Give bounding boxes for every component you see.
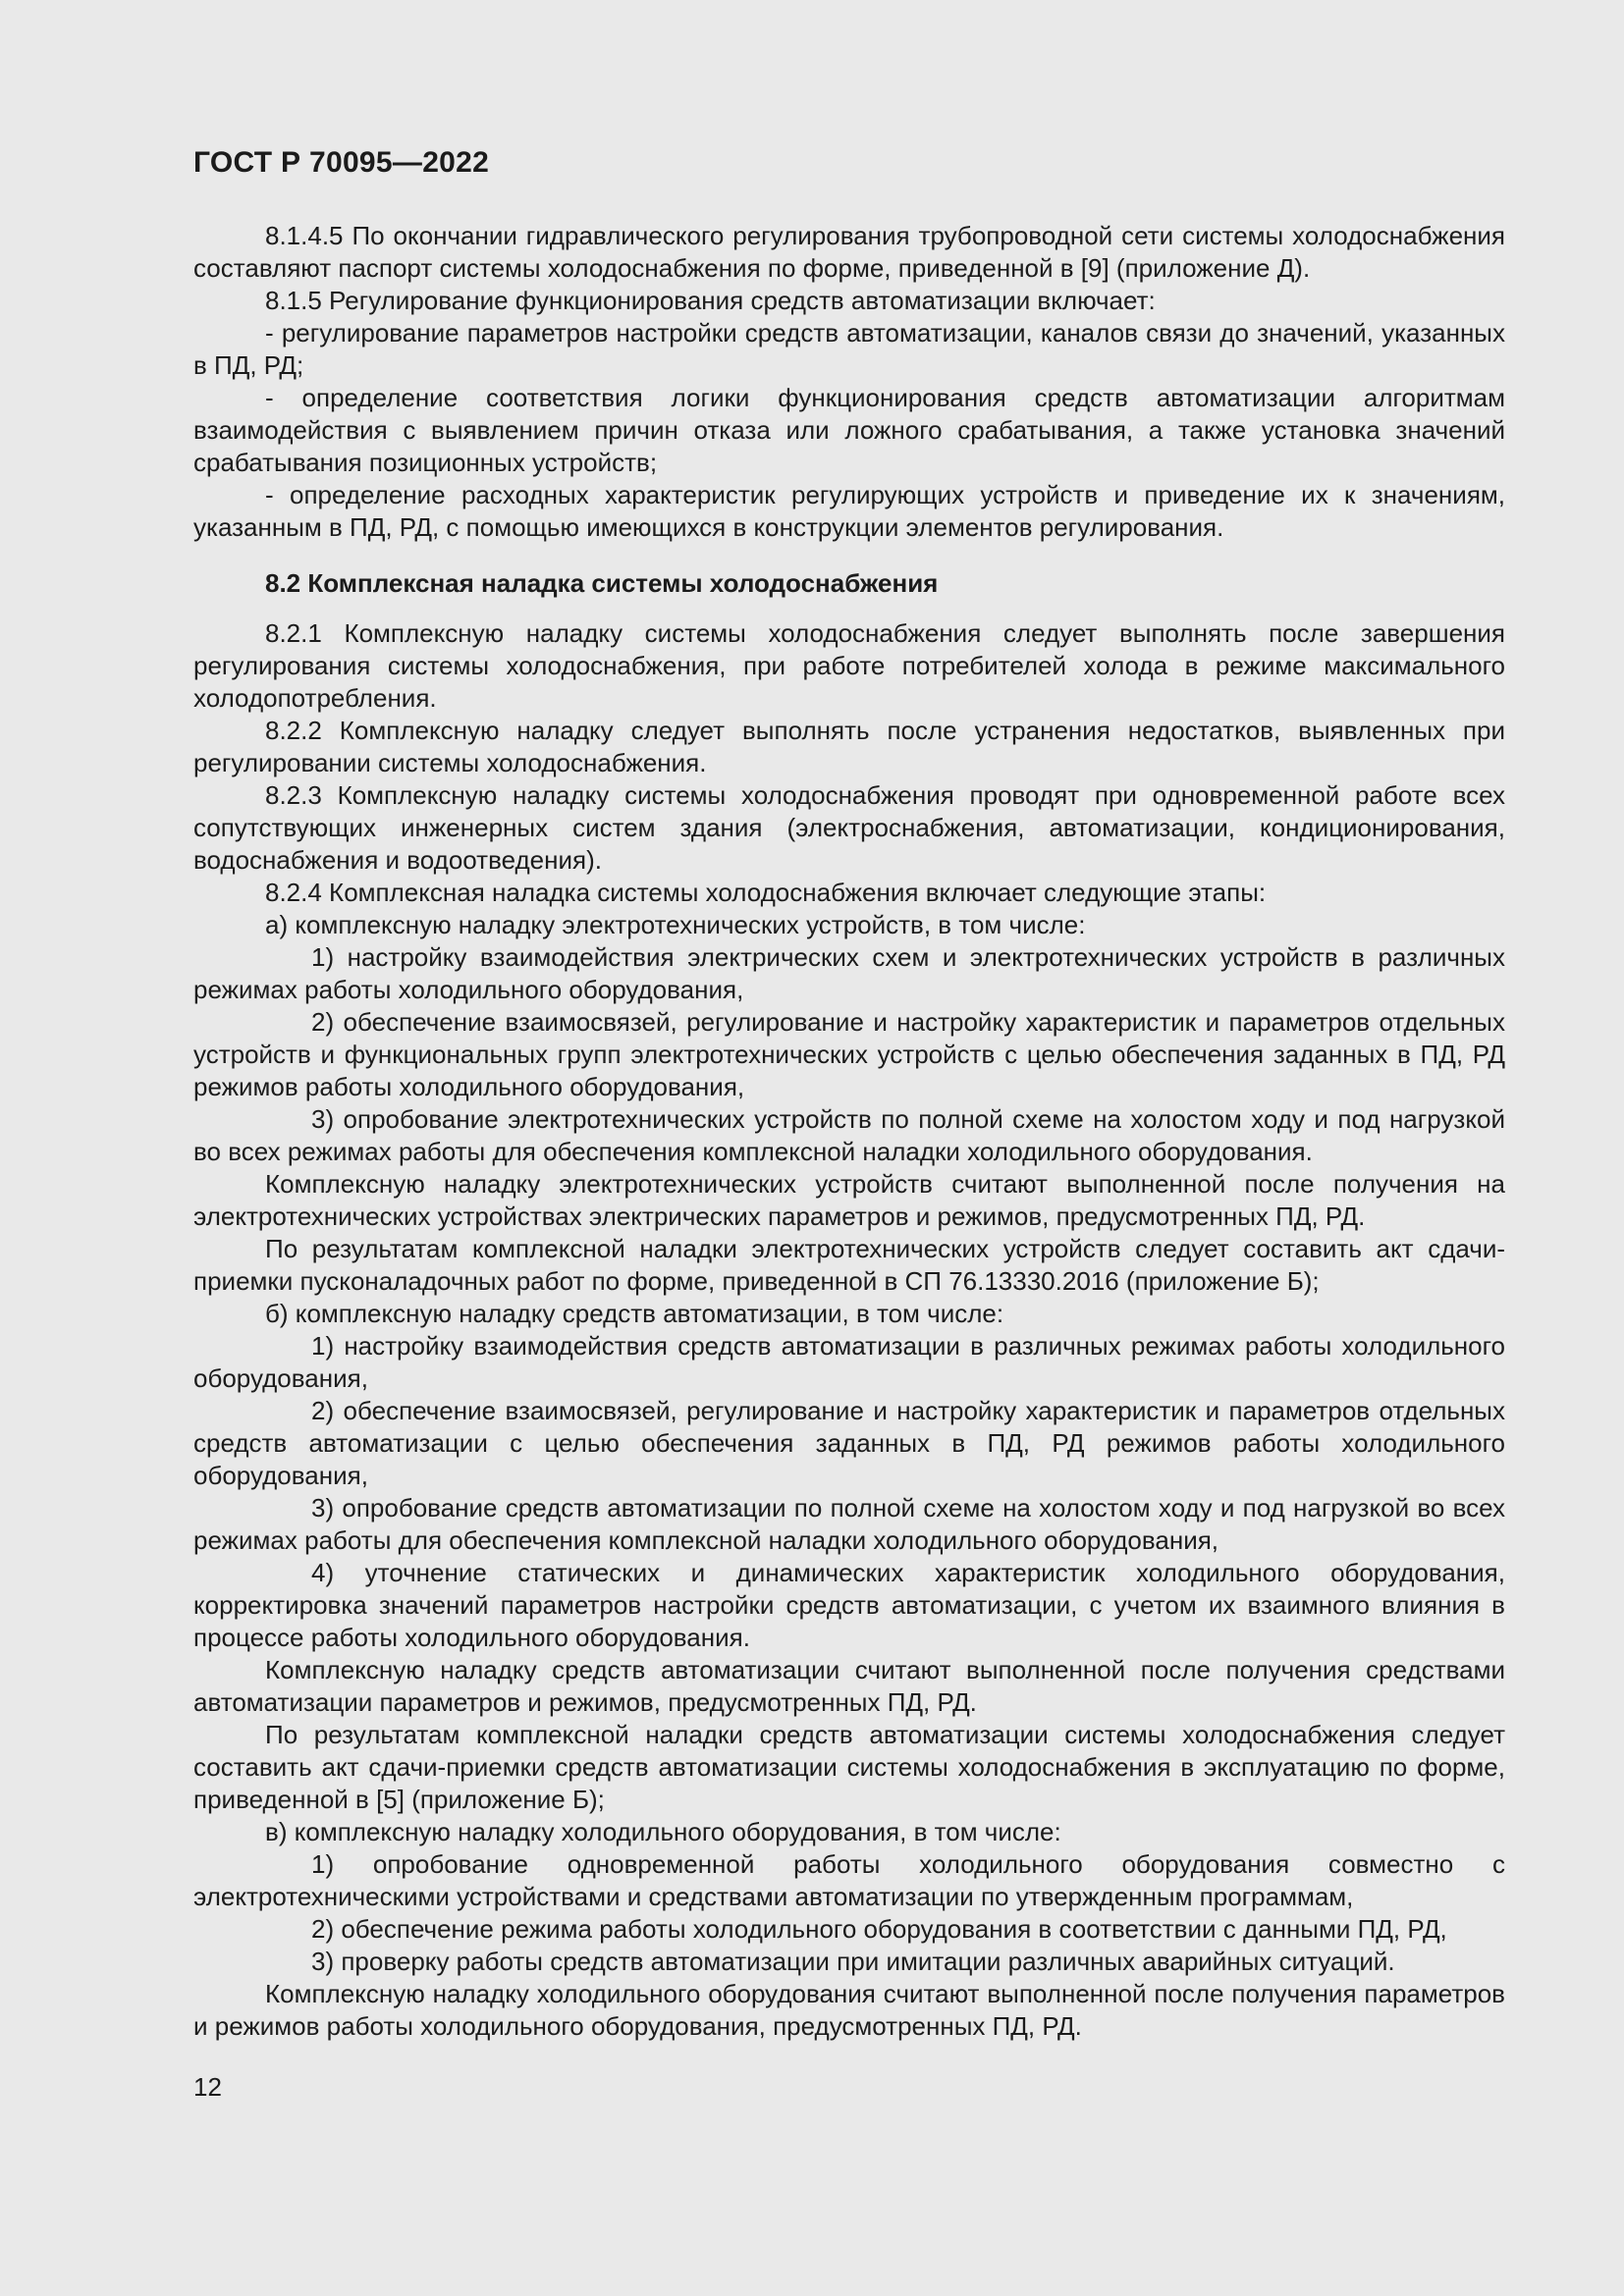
paragraph: 2) обеспечение взаимосвязей, регулирование и настройку характеристик и параметров отдельных устройств и функциональных групп электротехнических устройств с целью обеспечения заданных в ПД, РД режимов работы холодильного оборудования, <box>193 1007 1505 1101</box>
paragraph: Комплексную наладку средств автоматизации считают выполненной после получения средствами автоматизации параметров и режимов, предусмотренных ПД, РД. <box>193 1655 1505 1717</box>
paragraph: 2) обеспечение режима работы холодильного оборудования в соответствии с данными ПД, РД, <box>311 1914 1447 1944</box>
paragraph: в) комплексную наладку холодильного оборудования, в том числе: <box>265 1817 1061 1846</box>
paragraph: 8.2.1 Комплексную наладку системы холодоснабжения следует выполнять после завершения регулирования системы холодоснабжения, при работе потребителей холода в режиме максимального холодопотребления. <box>193 618 1505 713</box>
page-number: 12 <box>193 2072 222 2102</box>
paragraph: а) комплексную наладку электротехнических устройств, в том числе: <box>265 910 1086 939</box>
paragraph: По результатам комплексной наладки средств автоматизации системы холодоснабжения следует составить акт сдачи-приемки средств автоматизации системы холодоснабжения в эксплуатацию по форме, приведенной в [5] (приложение Б); <box>193 1720 1505 1814</box>
paragraph: 3) проверку работы средств автоматизации при имитации различных аварийных ситуаций. <box>311 1947 1395 1976</box>
paragraph: 3) опробование электротехнических устройств по полной схеме на холостом ходу и под нагрузкой во всех режимах работы для обеспечения комплексной наладки холодильного оборудования. <box>193 1104 1505 1166</box>
paragraph: 1) настройку взаимодействия средств автоматизации в различных режимах работы холодильного оборудования, <box>193 1331 1505 1393</box>
paragraph: 8.2.2 Комплексную наладку следует выполнять после устранения недостатков, выявленных при регулировании системы холодоснабжения. <box>193 716 1505 777</box>
paragraph: 8.2.3 Комплексную наладку системы холодоснабжения проводят при одновременной работе всех сопутствующих инженерных систем здания (электроснабжения, автоматизации, кондиционирования, водоснабжения и водоотведения). <box>193 780 1505 875</box>
paragraph: 3) опробование средств автоматизации по полной схеме на холостом ходу и под нагрузкой во всех режимах работы для обеспечения комплексной наладки холодильного оборудования, <box>193 1493 1505 1555</box>
paragraph: - определение расходных характеристик регулирующих устройств и приведение их к значениям, указанным в ПД, РД, с помощью имеющихся в конструкции элементов регулирования. <box>193 480 1505 542</box>
paragraph: - регулирование параметров настройки средств автоматизации, каналов связи до значений, указанных в ПД, РД; <box>193 318 1505 380</box>
paragraph: б) комплексную наладку средств автоматизации, в том числе: <box>265 1299 1004 1328</box>
section-heading: 8.2 Комплексная наладка системы холодоснабжения <box>265 568 939 598</box>
document-body <box>193 220 1505 2043</box>
paragraph: - определение соответствия логики функционирования средств автоматизации алгоритмам взаимодействия с выявлением причин отказа или ложного срабатывания, а также установка значений срабатывания позиционных устройств; <box>193 383 1505 477</box>
paragraph: 1) настройку взаимодействия электрических схем и электротехнических устройств в различных режимах работы холодильного оборудования, <box>193 942 1505 1004</box>
paragraph: 2) обеспечение взаимосвязей, регулирование и настройку характеристик и параметров отдельных средств автоматизации с целью обеспечения заданных в ПД, РД режимов работы холодильного оборудования, <box>193 1396 1505 1490</box>
paragraph: Комплексную наладку электротехнических устройств считают выполненной после получения на электротехнических устройствах электрических параметров и режимов, предусмотренных ПД, РД. <box>193 1169 1505 1231</box>
paragraph: 1) опробование одновременной работы холодильного оборудования совместно с электротехническими устройствами и средствами автоматизации по утвержденным программам, <box>193 1849 1505 1911</box>
document-header: ГОСТ Р 70095—2022 <box>193 146 490 179</box>
paragraph: Комплексную наладку холодильного оборудования считают выполненной после получения параметров и режимов работы холодильного оборудования, предусмотренных ПД, РД. <box>193 1979 1505 2041</box>
paragraph: 4) уточнение статических и динамических характеристик холодильного оборудования, корректировка значений параметров настройки средств автоматизации, с учетом их взаимного влияния в процессе работы холодильного оборудования. <box>193 1558 1505 1652</box>
paragraph: 8.1.5 Регулирование функционирования средств автоматизации включает: <box>265 286 1156 315</box>
paragraph: 8.1.4.5 По окончании гидравлического регулирования трубопроводной сети системы холодоснабжения составляют паспорт системы холодоснабжения по форме, приведенной в [9] (приложение Д). <box>193 221 1505 283</box>
paragraph: 8.2.4 Комплексная наладка системы холодоснабжения включает следующие этапы: <box>265 878 1267 907</box>
paragraph: По результатам комплексной наладки электротехнических устройств следует составить акт сдачи-приемки пусконаладочных работ по форме, приведенной в СП 76.13330.2016 (приложение Б); <box>193 1234 1505 1296</box>
